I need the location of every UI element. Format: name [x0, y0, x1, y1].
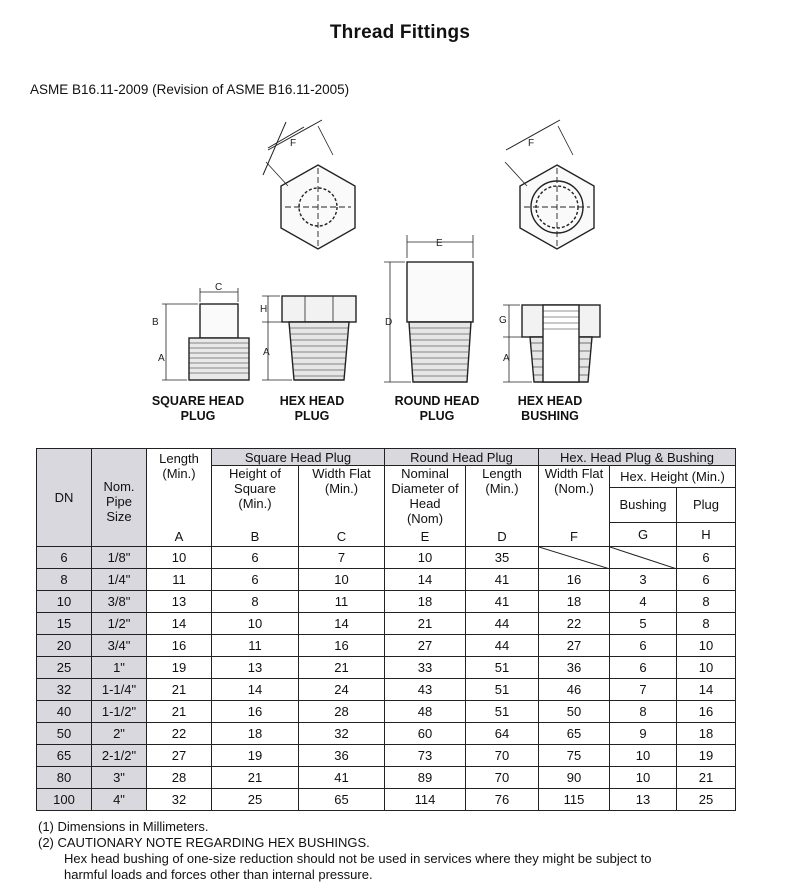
table-cell: 10 — [610, 745, 677, 767]
table-cell: 65 — [37, 745, 92, 767]
dim-letter-e: E — [436, 238, 443, 249]
header-plug-letter: H — [677, 523, 736, 547]
table-cell: 1/8" — [92, 547, 147, 569]
table-cell: 21 — [677, 767, 736, 789]
dim-letter-h: H — [260, 304, 268, 315]
table-cell: 33 — [385, 657, 466, 679]
table-cell: 14 — [147, 613, 212, 635]
header-hex-height: Hex. Height (Min.) — [610, 466, 736, 488]
table-cell: 89 — [385, 767, 466, 789]
dimensions-table — [36, 448, 736, 811]
header-round-head-plug: Round Head Plug — [385, 449, 539, 466]
dim-letter-a-hex: A — [263, 347, 270, 358]
table-cell: 76 — [466, 789, 539, 811]
table-cell: 25 — [37, 657, 92, 679]
table-cell: 75 — [539, 745, 610, 767]
table-cell: 4" — [92, 789, 147, 811]
table-cell: 6 — [212, 547, 299, 569]
hex-bushing-top-view — [505, 120, 594, 249]
table-cell: 50 — [37, 723, 92, 745]
table-cell: 13 — [212, 657, 299, 679]
table-cell: 114 — [385, 789, 466, 811]
diagonal-strike — [610, 547, 677, 569]
table-cell: 3" — [92, 767, 147, 789]
header-width-flat: Width Flat (Min.) C — [299, 466, 385, 547]
table-cell: 46 — [539, 679, 610, 701]
header-dn: DN — [37, 449, 92, 547]
table-row — [37, 591, 736, 613]
table-cell: 70 — [466, 767, 539, 789]
label-round-head-plug: ROUND HEAD PLUG — [394, 394, 480, 423]
table-cell: 27 — [147, 745, 212, 767]
table-cell: 1/4" — [92, 569, 147, 591]
table-cell: 6 — [610, 657, 677, 679]
table-cell: 4 — [610, 591, 677, 613]
table-row — [37, 613, 736, 635]
table-cell: 35 — [466, 547, 539, 569]
table-row — [37, 679, 736, 701]
table-cell: 51 — [466, 701, 539, 723]
table-cell: 16 — [539, 569, 610, 591]
table-cell: 90 — [539, 767, 610, 789]
table-cell: 22 — [147, 723, 212, 745]
note-2-detail-1: Hex head bushing of one-size reduction should not be used in services where they might be subject to — [64, 851, 652, 866]
table-cell: 36 — [299, 745, 385, 767]
table-cell: 48 — [385, 701, 466, 723]
table-cell: 21 — [385, 613, 466, 635]
header-round-length: Length (Min.) D — [466, 466, 539, 547]
table-cell: 7 — [299, 547, 385, 569]
dim-letter-b: B — [152, 317, 159, 328]
table-cell: 22 — [539, 613, 610, 635]
table-cell: 6 — [610, 635, 677, 657]
header-plug: Plug — [677, 487, 736, 523]
table-cell: 21 — [147, 679, 212, 701]
table-cell: 65 — [299, 789, 385, 811]
table-cell: 19 — [677, 745, 736, 767]
table-cell: 65 — [539, 723, 610, 745]
hex-plug-top-view — [263, 109, 367, 249]
label-hex-head-bushing: HEX HEAD BUSHING — [517, 394, 583, 423]
table-cell: 11 — [147, 569, 212, 591]
dim-letter-c: C — [215, 282, 223, 293]
table-cell: 27 — [385, 635, 466, 657]
table-cell — [539, 547, 610, 569]
label-hex-head-plug: HEX HEAD PLUG — [279, 394, 345, 423]
table-row — [37, 547, 736, 569]
header-hex-group: Hex. Head Plug & Bushing — [539, 449, 736, 466]
header-height-of-square: Height of Square (Min.) B — [212, 466, 299, 547]
table-cell: 10 — [610, 767, 677, 789]
page-title: Thread Fittings — [329, 22, 471, 43]
header-square-head-plug: Square Head Plug — [212, 449, 385, 466]
table-cell: 32 — [299, 723, 385, 745]
table-cell: 115 — [539, 789, 610, 811]
table-body — [37, 547, 736, 811]
fittings-diagram — [0, 0, 800, 440]
table-cell: 6 — [677, 569, 736, 591]
table-row — [37, 657, 736, 679]
table-row — [37, 569, 736, 591]
table-cell: 64 — [466, 723, 539, 745]
table-cell: 51 — [466, 679, 539, 701]
table-cell: 1/2" — [92, 613, 147, 635]
table-row — [37, 789, 736, 811]
table-row — [37, 767, 736, 789]
table-cell: 7 — [610, 679, 677, 701]
note-1: (1) Dimensions in Millimeters. — [38, 819, 209, 834]
note-2: (2) CAUTIONARY NOTE REGARDING HEX BUSHINGS. — [38, 835, 370, 850]
table-row — [37, 701, 736, 723]
table-cell: 41 — [466, 591, 539, 613]
dim-letter-a-bushing: A — [503, 353, 510, 364]
table-cell: 10 — [677, 657, 736, 679]
table-cell: 18 — [212, 723, 299, 745]
table-cell: 21 — [299, 657, 385, 679]
table-cell: 18 — [385, 591, 466, 613]
table-cell: 11 — [212, 635, 299, 657]
table-cell: 16 — [299, 635, 385, 657]
table-cell: 24 — [299, 679, 385, 701]
table-cell: 51 — [466, 657, 539, 679]
table-cell: 18 — [677, 723, 736, 745]
table-cell: 1-1/2" — [92, 701, 147, 723]
table-cell: 8 — [610, 701, 677, 723]
table-cell: 50 — [539, 701, 610, 723]
table-cell: 2" — [92, 723, 147, 745]
table-cell: 13 — [610, 789, 677, 811]
table-cell: 11 — [299, 591, 385, 613]
note-2-detail-2: harmful loads and forces other than internal pressure. — [64, 867, 373, 882]
table-cell: 3/8" — [92, 591, 147, 613]
table-cell: 14 — [677, 679, 736, 701]
table-cell: 6 — [37, 547, 92, 569]
table-cell: 3 — [610, 569, 677, 591]
table-cell: 9 — [610, 723, 677, 745]
table-cell: 6 — [677, 547, 736, 569]
table-cell: 40 — [37, 701, 92, 723]
round-head-plug-drawing — [384, 235, 473, 382]
table-cell: 1-1/4" — [92, 679, 147, 701]
header-nominal-diameter: Nominal Diameter of Head (Nom) E — [385, 466, 466, 547]
table-cell: 14 — [385, 569, 466, 591]
table-cell: 10 — [37, 591, 92, 613]
table-cell: 100 — [37, 789, 92, 811]
table-cell: 18 — [539, 591, 610, 613]
table-cell: 28 — [299, 701, 385, 723]
table-cell: 19 — [147, 657, 212, 679]
table-cell: 32 — [37, 679, 92, 701]
table-cell: 8 — [37, 569, 92, 591]
table-row — [37, 723, 736, 745]
table-cell: 21 — [212, 767, 299, 789]
table-cell: 5 — [610, 613, 677, 635]
dim-letter-f: F — [290, 138, 297, 149]
table-cell: 27 — [539, 635, 610, 657]
table-cell: 16 — [147, 635, 212, 657]
table-cell: 10 — [385, 547, 466, 569]
label-square-head-plug: SQUARE HEAD PLUG — [151, 394, 245, 423]
table-cell: 44 — [466, 635, 539, 657]
dim-letter-d: D — [385, 317, 393, 328]
table-cell: 14 — [299, 613, 385, 635]
table-cell: 21 — [147, 701, 212, 723]
table-row — [37, 635, 736, 657]
table-cell: 15 — [37, 613, 92, 635]
table-cell: 20 — [37, 635, 92, 657]
standard-reference: ASME B16.11-2009 (Revision of ASME B16.11-2005) — [30, 82, 350, 97]
table-cell: 32 — [147, 789, 212, 811]
hex-head-bushing-drawing — [503, 305, 600, 382]
diagonal-strike — [539, 547, 610, 569]
table-cell: 25 — [212, 789, 299, 811]
table-cell: 44 — [466, 613, 539, 635]
header-length: Length (Min.) A — [147, 449, 212, 547]
square-head-plug-drawing — [162, 288, 249, 380]
table-cell: 10 — [147, 547, 212, 569]
dimensions-table-wrapper — [36, 448, 736, 811]
header-bushing: Bushing — [610, 487, 677, 523]
table-cell: 13 — [147, 591, 212, 613]
table-cell: 2-1/2" — [92, 745, 147, 767]
table-cell: 8 — [677, 591, 736, 613]
dim-letter-a: A — [158, 353, 165, 364]
header-bushing-letter: G — [610, 523, 677, 547]
table-cell: 10 — [677, 635, 736, 657]
dim-letter-g: G — [499, 315, 507, 326]
table-cell: 36 — [539, 657, 610, 679]
hex-head-plug-drawing — [262, 296, 356, 380]
table-cell: 16 — [212, 701, 299, 723]
table-cell: 41 — [299, 767, 385, 789]
table-cell: 14 — [212, 679, 299, 701]
table-cell: 16 — [677, 701, 736, 723]
table-cell: 8 — [212, 591, 299, 613]
table-cell: 70 — [466, 745, 539, 767]
table-cell: 3/4" — [92, 635, 147, 657]
table-cell: 80 — [37, 767, 92, 789]
header-nom-pipe-size: Nom. Pipe Size — [92, 449, 147, 547]
table-cell: 28 — [147, 767, 212, 789]
notes — [38, 819, 652, 883]
table-cell: 10 — [299, 569, 385, 591]
table-cell: 25 — [677, 789, 736, 811]
table-cell: 10 — [212, 613, 299, 635]
table-cell: 43 — [385, 679, 466, 701]
table-cell: 60 — [385, 723, 466, 745]
table-cell: 8 — [677, 613, 736, 635]
table-cell: 1" — [92, 657, 147, 679]
table-cell — [610, 547, 677, 569]
table-row — [37, 745, 736, 767]
header-hex-width-flat: Width Flat (Nom.) F — [539, 466, 610, 547]
dim-letter-f-bushing: F — [528, 138, 535, 149]
table-cell: 73 — [385, 745, 466, 767]
table-cell: 6 — [212, 569, 299, 591]
table-cell: 41 — [466, 569, 539, 591]
table-cell: 19 — [212, 745, 299, 767]
